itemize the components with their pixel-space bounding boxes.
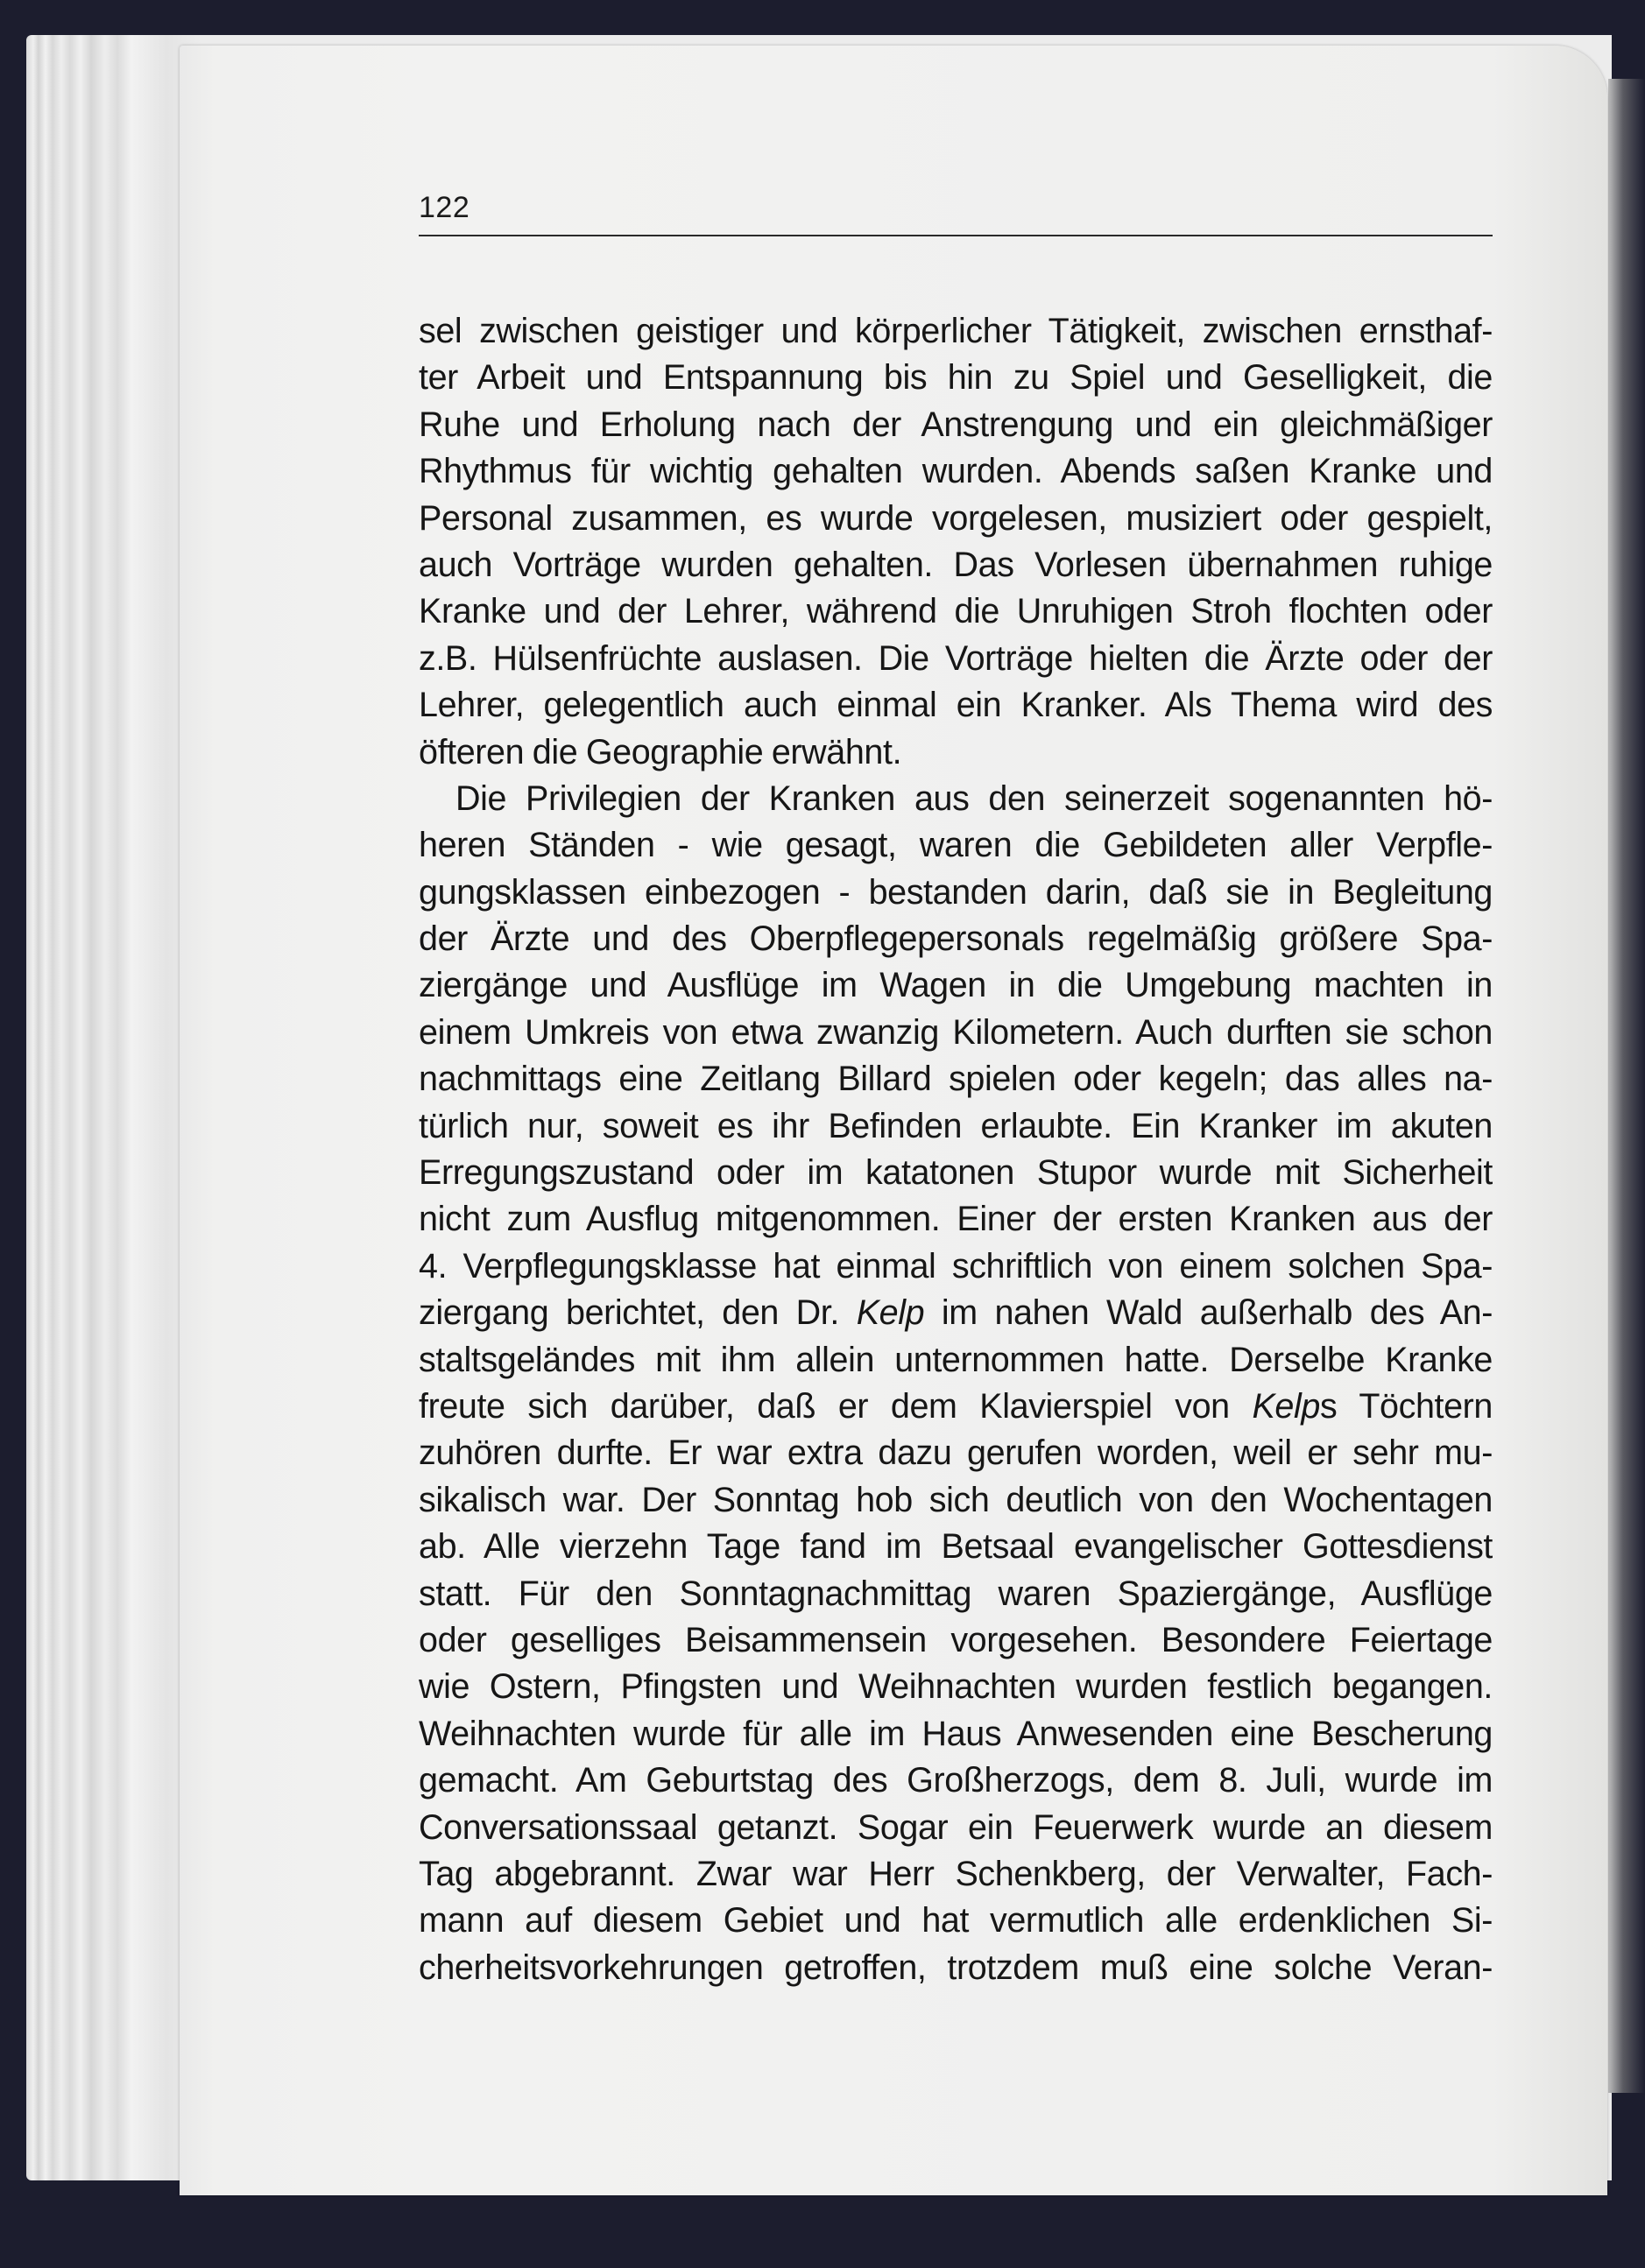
- text-line: [419, 962, 1493, 1009]
- text-line: [419, 1711, 1493, 1757]
- text-segment: s Töchtern: [1319, 1386, 1493, 1426]
- text-line: [419, 1290, 1493, 1336]
- text-line: [419, 1103, 1493, 1150]
- text-line: [419, 1851, 1493, 1898]
- text-line: [419, 1196, 1493, 1243]
- text-segment: staltsgeländes mit ihm allein unternommen hatte. Derselbe Kranke: [419, 1340, 1493, 1379]
- text-segment: ter Arbeit und Entspannung bis hin zu Spiel und Geselligkeit, die: [419, 358, 1493, 398]
- text-segment: ziergänge und Ausflüge im Wagen in die Umgebung machten in: [419, 966, 1493, 1005]
- text-segment: im nahen Wald außerhalb des An-: [924, 1293, 1493, 1333]
- text-segment: gungsklassen einbezogen - bestanden darin, daß sie in Begleitung: [419, 872, 1493, 912]
- text-line: [419, 588, 1493, 635]
- text-line: [419, 1664, 1493, 1710]
- text-line: [419, 542, 1493, 588]
- text-segment: türlich nur, soweit es ihr Befinden erlaubte. Ein Kranker im akuten: [419, 1106, 1493, 1145]
- text-line: [419, 1150, 1493, 1196]
- text-segment: cherheitsvorkehrungen getroffen, trotzdem muß eine solche Veran-: [419, 1948, 1493, 1987]
- text-segment: heren Ständen - wie gesagt, waren die Gebildeten aller Verpfle-: [419, 826, 1493, 865]
- text-segment: mann auf diesem Gebiet und hat vermutlich alle erdenklichen Si-: [419, 1901, 1493, 1940]
- text-segment: Die Privilegien der Kranken aus den seinerzeit sogenannten hö-: [455, 778, 1493, 818]
- text-line: [419, 496, 1493, 542]
- text-segment: nicht zum Ausflug mitgenommen. Einer der ersten Kranken aus der: [419, 1200, 1493, 1239]
- text-line: [419, 1384, 1493, 1430]
- body-text: [419, 308, 1493, 1991]
- text-segment: zuhören durfte. Er war extra dazu gerufen worden, weil er sehr mu-: [419, 1433, 1493, 1473]
- text-line: [419, 916, 1493, 962]
- text-segment: gemacht. Am Geburtstag des Großherzogs, dem 8. Juli, wurde im: [419, 1761, 1493, 1800]
- text-line: [419, 1757, 1493, 1804]
- text-segment: Weihnachten wurde für alle im Haus Anwesenden eine Bescherung: [419, 1714, 1493, 1753]
- header-rule: [419, 235, 1493, 236]
- text-segment: sikalisch war. Der Sonntag hob sich deutlich von den Wochentagen: [419, 1480, 1493, 1519]
- text-line: [419, 1337, 1493, 1384]
- text-segment: Tag abgebrannt. Zwar war Herr Schenkberg, der Verwalter, Fach-: [419, 1854, 1493, 1893]
- text-segment: Conversationssaal getanzt. Sogar ein Feuerwerk wurde an diesem: [419, 1807, 1493, 1847]
- text-segment: einem Umkreis von etwa zwanzig Kilometern. Auch durften sie schon: [419, 1012, 1493, 1052]
- text-segment: nachmittags eine Zeitlang Billard spielen oder kegeln; das alles na-: [419, 1060, 1493, 1099]
- text-line: [419, 1430, 1493, 1476]
- text-line: [419, 1898, 1493, 1944]
- text-segment: Erregungszustand oder im katatonen Stupor wurde mit Sicherheit: [419, 1153, 1493, 1193]
- text-segment: freute sich darüber, daß er dem Klavierspiel von: [419, 1386, 1253, 1426]
- page-number: 122: [419, 191, 470, 224]
- text-line: [419, 402, 1493, 448]
- text-segment: wie Ostern, Pfingsten und Weihnachten wurden festlich begangen.: [419, 1667, 1493, 1707]
- text-segment: Lehrer, gelegentlich auch einmal ein Kranker. Als Thema wird des: [419, 686, 1493, 725]
- text-line: [419, 1524, 1493, 1570]
- text-line: [419, 448, 1493, 495]
- text-segment: Rhythmus für wichtig gehalten wurden. Abends saßen Kranke und: [419, 452, 1493, 491]
- text-segment: auch Vorträge wurden gehalten. Das Vorlesen übernahmen ruhige: [419, 545, 1493, 584]
- text-line: [419, 636, 1493, 682]
- text-line: [419, 682, 1493, 729]
- text-line: [419, 355, 1493, 401]
- text-segment: sel zwischen geistiger und körperlicher Tätigkeit, zwischen ernsthaf-: [419, 312, 1493, 350]
- text-line: [419, 1056, 1493, 1102]
- text-line: [419, 1477, 1493, 1524]
- text-line: [419, 729, 1493, 776]
- text-segment: oder geselliges Beisammensein vorgesehen. Besondere Feiertage: [419, 1620, 1493, 1659]
- text-line: [419, 1617, 1493, 1664]
- text-segment: ziergang berichtet, den Dr.: [419, 1293, 857, 1333]
- text-segment: ab. Alle vierzehn Tage fand im Betsaal evangelischer Gottesdienst: [419, 1527, 1493, 1567]
- text-segment: Personal zusammen, es wurde vorgelesen, musiziert oder gespielt,: [419, 498, 1493, 538]
- text-segment: z.B. Hülsenfrüchte auslasen. Die Vorträge hielten die Ärzte oder der: [419, 638, 1493, 678]
- italic-name: Kelp: [1252, 1386, 1320, 1426]
- text-line: [419, 1805, 1493, 1851]
- text-line: [419, 870, 1493, 916]
- text-line: [419, 1945, 1493, 1991]
- text-line: [419, 1571, 1493, 1617]
- text-line: [419, 1010, 1493, 1056]
- italic-name: Kelp: [856, 1293, 925, 1333]
- text-segment: Kranke und der Lehrer, während die Unruhigen Stroh flochten oder: [419, 592, 1493, 631]
- text-segment: öfteren die Geographie erwähnt.: [419, 732, 902, 771]
- text-line: [419, 1243, 1493, 1290]
- text-segment: 4. Verpflegungsklasse hat einmal schriftlich von einem solchen Spa-: [419, 1246, 1493, 1285]
- book-gutter-shadow: [1608, 79, 1645, 2093]
- text-line: [419, 822, 1493, 869]
- text-segment: Ruhe und Erholung nach der Anstrengung und ein gleichmäßiger: [419, 405, 1493, 444]
- text-line: [419, 776, 1493, 822]
- text-segment: statt. Für den Sonntagnachmittag waren Spaziergänge, Ausflüge: [419, 1574, 1493, 1613]
- text-line: [419, 308, 1493, 355]
- text-segment: der Ärzte und des Oberpflegepersonals regelmäßig größere Spa-: [419, 919, 1493, 959]
